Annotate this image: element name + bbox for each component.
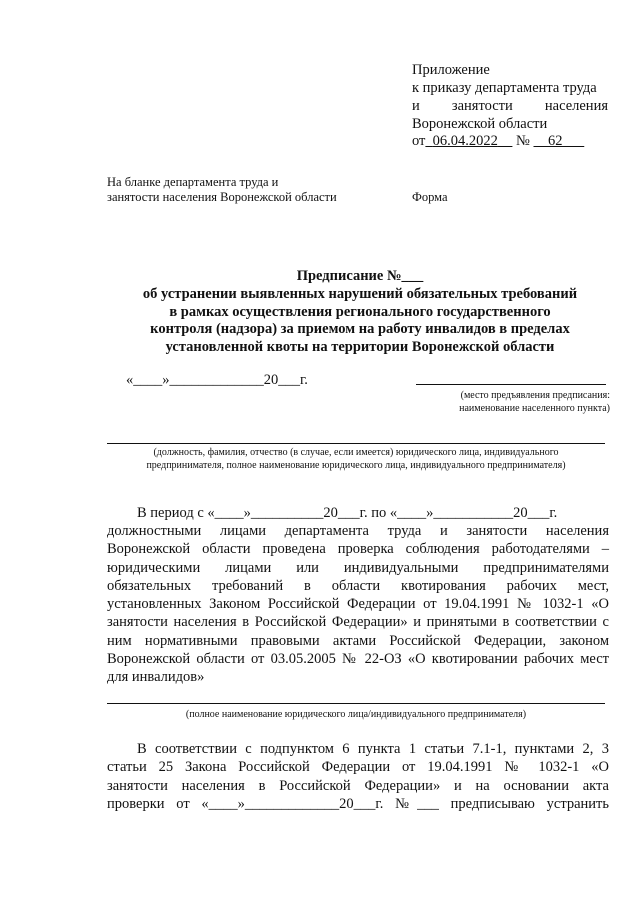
- heading-line1: об устранении выявленных нарушений обязательных требований: [142, 286, 578, 302]
- letterhead-line2: занятости населения Воронежской области: [107, 190, 337, 204]
- paragraph-line: юридическими лицами или индивидуальными предпринимателями: [107, 559, 609, 576]
- official-caption-line2: предпринимателя, полное наименование юридического лица, индивидуального предпринимателя): [146, 460, 566, 471]
- letterhead-line1: На бланке департамента труда и: [107, 175, 279, 189]
- paragraph-line: для инвалидов»: [107, 669, 205, 686]
- official-underline: [107, 443, 605, 444]
- entity-underline: [107, 703, 605, 704]
- paragraph-line: обязательных требований в области квотирования рабочих мест,: [107, 577, 609, 594]
- number-prefix: №: [516, 133, 530, 149]
- appendix-line1: к приказу департамента труда: [412, 80, 597, 96]
- period-paragraph: [107, 522, 609, 687]
- heading-line4: установленной квоты на территории Воронежской области: [165, 339, 555, 355]
- order-date: 06.04.2022: [432, 133, 498, 149]
- heading-line2: в рамках осуществления регионального государственного: [169, 304, 551, 320]
- paragraph-line: проверки от «____»_____________20___г. №___ предписываю устранить: [107, 795, 609, 812]
- paragraph-line: должностными лицами департамента труда и занятости населения: [107, 523, 609, 539]
- appendix-line2: и занятости населения: [412, 98, 608, 114]
- appendix-title: Приложение: [412, 62, 490, 78]
- appendix-date-line: [412, 132, 584, 150]
- paragraph-line: ним нормативными правовыми актами Российской Федерации, законом: [107, 632, 609, 649]
- place-underline: [416, 384, 606, 385]
- entity-caption: (полное наименование юридического лица/индивидуального предпринимателя): [185, 709, 527, 720]
- paragraph-line: статьи 25 Закона Российской Федерации от 19.04.1991 № 1032-1 «О: [107, 759, 609, 776]
- official-caption-line1: (должность, фамилия, отчество (в случае, если имеется) юридического лица, индивидуального: [153, 447, 559, 458]
- paragraph-line: занятости населения в Российской Федерации» и на основании акта: [107, 777, 609, 794]
- date-prefix: от: [412, 133, 426, 149]
- paragraph-line: Воронежской области от 03.05.2005 № 22-ОЗ «О квотировании рабочих мест: [107, 651, 609, 668]
- form-label: Форма: [412, 190, 448, 204]
- order-number: 62: [548, 133, 563, 149]
- paragraph-line: Воронежской области проведена проверка соблюдения работодателями –: [107, 541, 609, 558]
- place-caption-line2: наименование населенного пункта): [459, 403, 610, 414]
- heading-line3: контроля (надзора) за приемом на работу инвалидов в пределах: [150, 321, 570, 337]
- prescription-title: Предписание №___: [296, 268, 424, 284]
- appendix-line3: Воронежской области: [412, 116, 548, 132]
- paragraph-line: занятости населения в Российской Федерации» и принятыми в соответствии с: [107, 614, 609, 631]
- place-caption-line1: (место предъявления предписания:: [460, 390, 610, 401]
- paragraph-line: установленных Законом Российской Федерации от 19.04.1991 № 1032-1 «О: [107, 596, 609, 613]
- date-field: «____»_____________20___г.: [126, 372, 308, 388]
- period-first-line: В период с «____»__________20___г. по «____»___________20___г.: [137, 505, 558, 521]
- paragraph-line: В соответствии с подпунктом 6 пункта 1 статьи 7.1-1, пунктами 2, 3: [137, 741, 609, 757]
- basis-paragraph: [107, 740, 609, 813]
